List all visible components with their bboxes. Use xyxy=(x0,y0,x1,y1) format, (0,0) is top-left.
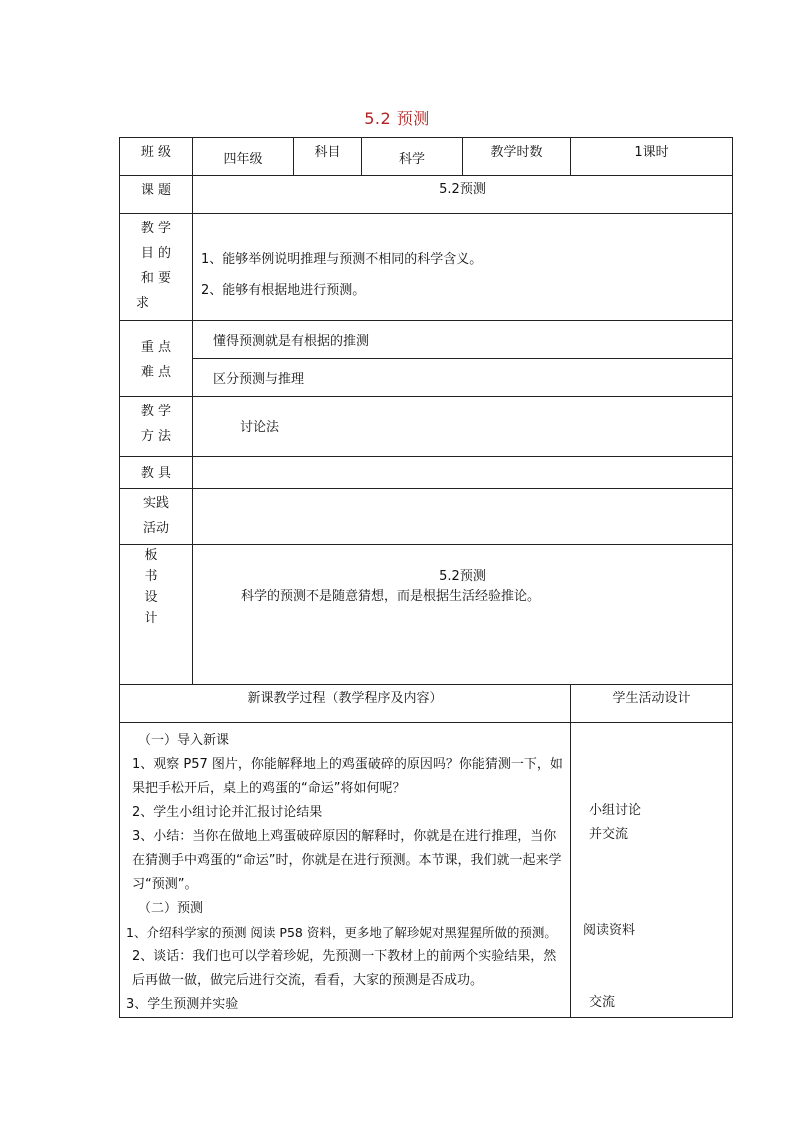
board-label-line: 计 xyxy=(144,611,158,626)
activity-item: 小组讨论 xyxy=(589,803,642,818)
tools-label-cell xyxy=(120,457,193,489)
practice-label-line: 实践 xyxy=(142,496,169,511)
difficulty-cell xyxy=(193,359,733,397)
process-line: 2、谈话：我们也可以学着珍妮，先预测一下教材上的前两个实验结果，然后再做一做，做完后进行交流，看看，大家的预测是否成功。 xyxy=(132,949,557,988)
subject-value-cell xyxy=(362,138,463,176)
topic-value: 5.2预测 xyxy=(439,182,486,197)
process-line: 3、小结：当你在做地上鸡蛋破碎原因的解释时，你就是在进行推理，当你在猜测手中鸡蛋的“命运”时，你就是在进行预测。本节课，我们就一起来学习“预测”。 xyxy=(132,829,562,892)
key-point-text: 懂得预测就是有根据的推测 xyxy=(213,334,370,349)
goal-item: 2、能够有根据地进行预测。 xyxy=(201,283,366,298)
process-content-cell xyxy=(120,723,571,1018)
goals-label-line: 教 学 xyxy=(140,221,172,236)
difficulty-text: 区分预测与推理 xyxy=(213,372,305,387)
activity-header-cell xyxy=(571,685,733,723)
board-label-line: 书 xyxy=(144,569,158,584)
process-header: 新课教学过程（教学程序及内容） xyxy=(247,691,443,706)
method-value: 讨论法 xyxy=(240,420,280,435)
board-label-line: 板 xyxy=(144,548,158,563)
keypoints-label-line: 难 点 xyxy=(140,364,172,380)
method-label-line: 方 法 xyxy=(140,429,172,444)
board-label-cell xyxy=(120,545,193,685)
class-value: 四年级 xyxy=(223,152,263,167)
class-label-cell xyxy=(120,138,193,176)
keypoints-label-cell xyxy=(120,321,193,397)
process-line: 3、学生预测并实验 xyxy=(126,997,239,1012)
board-content-cell xyxy=(193,545,733,685)
process-header-cell xyxy=(120,685,571,723)
topic-value-cell xyxy=(193,176,733,214)
board-label-line: 设 xyxy=(144,590,158,605)
hours-value: 1课时 xyxy=(634,145,669,160)
document-title: 5.2 预测 xyxy=(364,109,430,128)
process-line: 2、学生小组讨论并汇报讨论结果 xyxy=(132,805,323,820)
key-point-cell xyxy=(193,321,733,359)
goal-item: 1、能够举例说明推理与预测不相同的科学含义。 xyxy=(201,252,483,267)
board-heading: 5.2预测 xyxy=(439,569,486,584)
process-line: 1、观察 P57 图片，你能解释地上的鸡蛋破碎的原因吗？你能猜测一下，如果把手松开后，桌上的鸡蛋的“命运”将如何呢？ xyxy=(132,757,563,796)
method-label-line: 教 学 xyxy=(140,404,172,419)
hours-label-cell xyxy=(463,138,571,176)
tools-value-cell xyxy=(193,457,733,489)
method-value-cell xyxy=(193,397,733,457)
activity-content-cell xyxy=(571,723,733,1018)
practice-label-line: 活动 xyxy=(142,521,169,536)
process-line: 1、介绍科学家的预测 阅读 P58 资料，更多地了解珍妮对黑猩猩所做的预测。 xyxy=(126,925,557,940)
goals-label-line: 和 要 xyxy=(140,271,172,286)
activity-item: 交流 xyxy=(589,995,616,1010)
activity-header: 学生活动设计 xyxy=(612,691,691,706)
hours-value-cell xyxy=(571,138,733,176)
subject-label-cell xyxy=(294,138,362,176)
activity-item: 阅读资料 xyxy=(583,923,636,938)
lesson-plan-table xyxy=(119,137,733,1018)
class-value-cell xyxy=(193,138,294,176)
subject-value: 科学 xyxy=(398,152,425,167)
class-label: 班 级 xyxy=(140,145,172,160)
practice-label-cell xyxy=(120,489,193,545)
goals-content-cell xyxy=(193,214,733,321)
method-label-cell xyxy=(120,397,193,457)
process-line: （二）预测 xyxy=(138,901,204,916)
tools-label: 教 具 xyxy=(140,466,172,481)
practice-value-cell xyxy=(193,489,733,545)
keypoints-label-line: 重 点 xyxy=(140,339,172,355)
process-line: （一）导入新课 xyxy=(138,733,230,748)
subject-label: 科目 xyxy=(314,145,341,160)
goals-label-cell xyxy=(120,214,193,321)
board-text: 科学的预测不是随意猜想，而是根据生活经验推论。 xyxy=(241,589,541,604)
topic-label-cell xyxy=(120,176,193,214)
goals-label-line: 求 xyxy=(136,296,150,311)
hours-label: 教学时数 xyxy=(490,145,543,160)
goals-label-line: 目 的 xyxy=(140,246,172,261)
topic-label: 课 题 xyxy=(140,183,172,198)
activity-item: 并交流 xyxy=(589,827,629,842)
